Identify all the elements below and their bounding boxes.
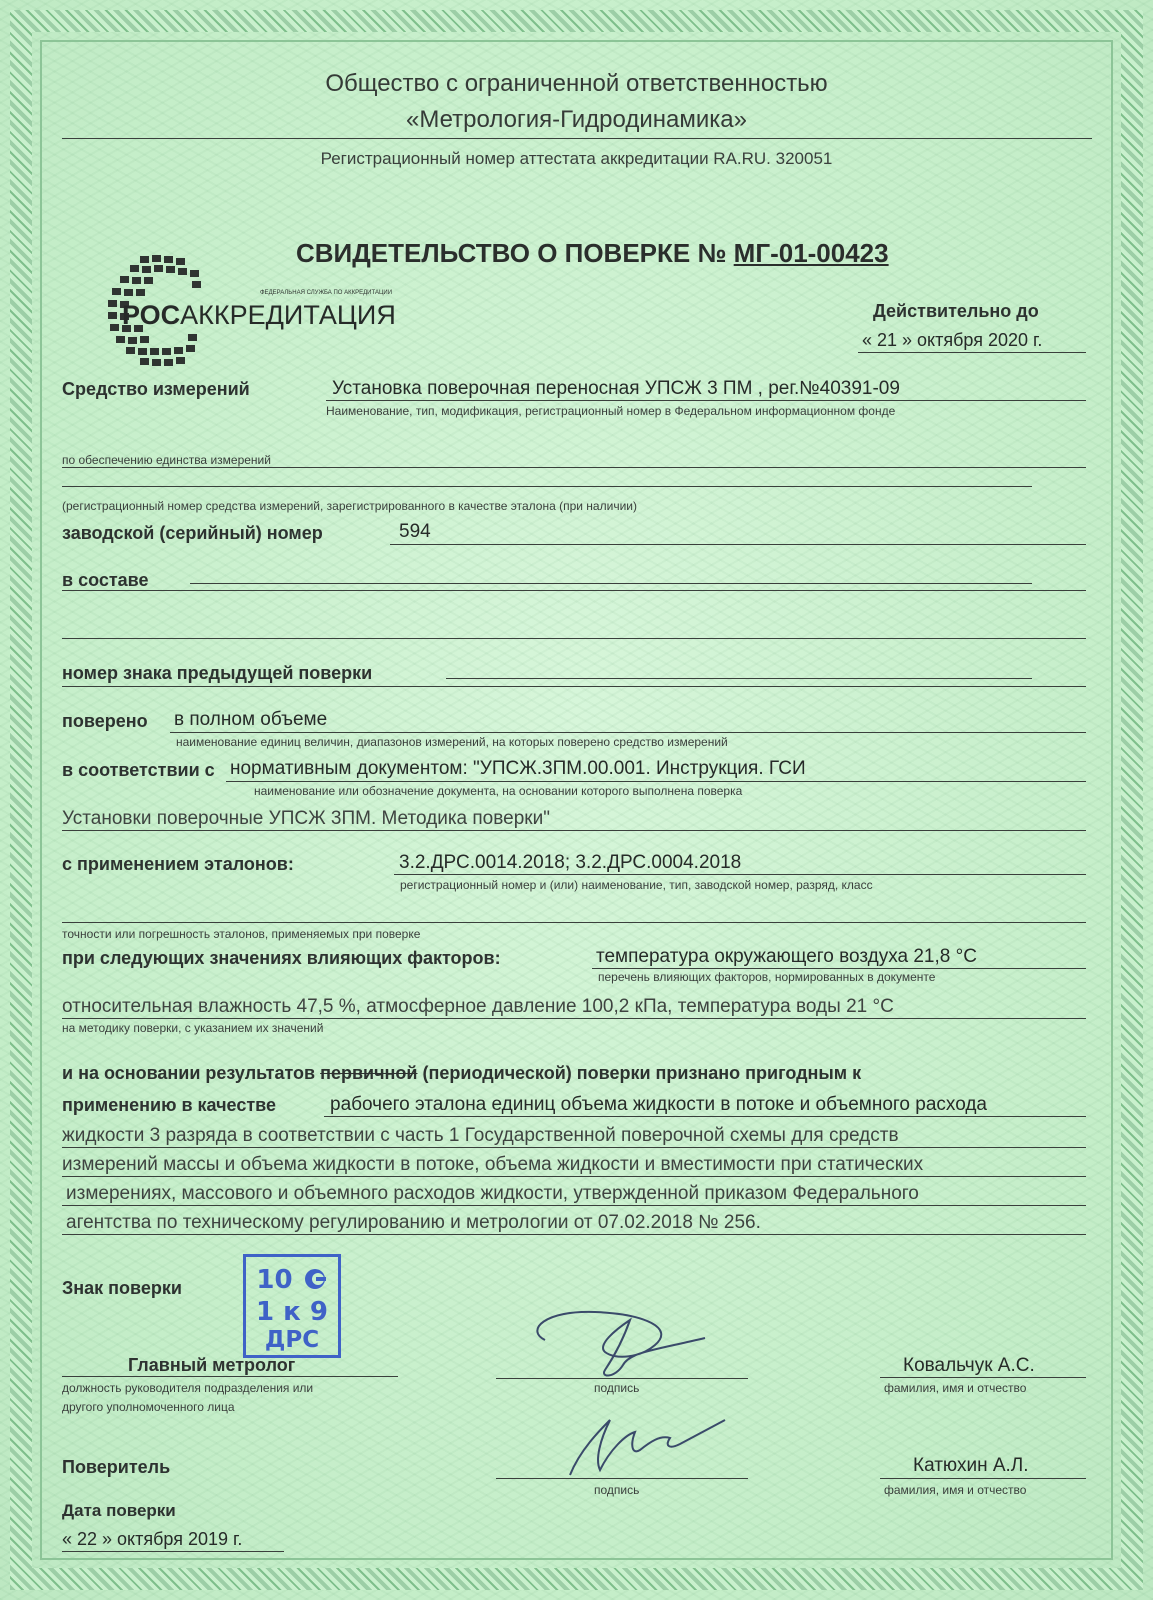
result-line-1-start: и на основании результатов <box>62 1063 321 1083</box>
verifier-name-underline <box>880 1478 1086 1479</box>
result-line-6: агентства по техническому регулированию и метрологии от 07.02.2018 № 256. <box>66 1212 761 1233</box>
org-name-line2: «Метрология-Гидродинамика» <box>406 106 747 133</box>
standards-line-2 <box>62 922 1086 923</box>
previous-mark-underline <box>446 678 1032 679</box>
logo-small-text: ФЕДЕРАЛЬНАЯ СЛУЖБА ПО АККРЕДИТАЦИИ <box>260 290 393 296</box>
chief-position-caption-1: должность руководителя подразделения или <box>62 1381 314 1395</box>
result-usage-value: рабочего эталона единиц объема жидкости в потоке и объемного расхода <box>330 1094 988 1115</box>
verification-date-label: Дата поверки <box>62 1501 176 1520</box>
verified-underline <box>170 732 1086 733</box>
composition-line-1 <box>62 590 1086 591</box>
verified-value: в полном объеме <box>174 709 328 730</box>
verification-stamp <box>243 1254 341 1358</box>
result-line-4: измерений массы и объема жидкости в потоке, объема жидкости и вместимости при статических <box>62 1154 924 1175</box>
accordance-line-2 <box>62 830 1086 831</box>
certificate-number: МГ-01-00423 <box>733 238 889 268</box>
accordance-caption: наименование или обозначение документа, на основании которого выполнена поверка <box>254 784 743 798</box>
result-underline-5 <box>62 1205 1086 1206</box>
composition-label: в составе <box>62 570 149 590</box>
result-underline-6 <box>62 1234 1086 1235</box>
reference-line <box>62 486 1032 487</box>
verifier-label: Поверитель <box>62 1457 171 1477</box>
title-prefix: СВИДЕТЕЛЬСТВО О ПОВЕРКЕ № <box>296 238 727 268</box>
header-divider <box>62 138 1092 139</box>
chief-position: Главный метролог <box>128 1355 296 1375</box>
result-underline-4 <box>62 1176 1086 1177</box>
result-line-5: измерениях, массового и объемного расходов жидкости, утвержденной приказом Федерального <box>66 1183 919 1204</box>
instrument-caption-2: по обеспечению единства измерений <box>62 453 271 467</box>
chief-signature-underline <box>496 1378 748 1379</box>
result-line-1 <box>62 1064 861 1082</box>
factors-line-2 <box>62 1018 1086 1019</box>
factors-value: температура окружающего воздуха 21,8 °С <box>596 946 977 967</box>
instrument-caption-3: (регистрационный номер средства измерений, зарегистрированного в качестве эталона (при наличии) <box>62 499 637 513</box>
verification-date-value: « 22 » октября 2019 г. <box>62 1529 243 1549</box>
verifier-name: Катюхин А.Л. <box>913 1455 1029 1476</box>
standards-caption-2: точности или погрешность эталонов, применяемых при поверке <box>62 927 421 941</box>
factors-underline <box>592 968 1086 969</box>
chief-name: Ковальчук А.С. <box>903 1355 1035 1376</box>
valid-until-underline <box>858 352 1086 353</box>
stamp-code: 10 <box>256 1265 293 1295</box>
stamp-row-3: ДРС <box>264 1327 320 1353</box>
valid-until-date: « 21 » октября 2020 г. <box>862 330 1043 350</box>
composition-line-2 <box>62 638 1086 639</box>
certificate-title <box>296 240 889 266</box>
instrument-label: Средство измерений <box>62 379 250 399</box>
verifier-signature-underline <box>496 1478 748 1479</box>
rosaccreditation-logo <box>100 252 396 372</box>
accordance-underline <box>226 781 1086 782</box>
result-usage-label: применению в качестве <box>62 1095 276 1115</box>
standards-label: с применением эталонов: <box>62 854 294 874</box>
chief-position-underline <box>62 1376 398 1377</box>
accordance-value: нормативным документом: "УПСЖ.3ПМ.00.001. Инструкция. ГСИ <box>230 758 806 779</box>
factors-caption-1: перечень влияющих факторов, нормированных в документе <box>598 970 936 984</box>
accordance-value-2: Установки поверочные УПСЖ 3ПМ. Методика поверки" <box>62 808 550 829</box>
verification-date-underline <box>62 1551 284 1552</box>
chief-signature <box>505 1300 745 1390</box>
result-line-3: жидкости 3 разряда в соответствии с часть 1 Государственной поверочной схемы для средств <box>62 1125 899 1146</box>
standards-value: 3.2.ДРС.0014.2018; 3.2.ДРС.0004.2018 <box>399 852 742 873</box>
serial-underline <box>390 544 1086 545</box>
stamp-row-1 <box>246 1267 338 1293</box>
composition-underline <box>190 583 1032 584</box>
chief-name-caption: фамилия, имя и отчество <box>884 1381 1027 1395</box>
verifier-signature-caption: подпись <box>594 1483 640 1497</box>
standards-caption-1: регистрационный номер и (или) наименование, тип, заводской номер, разряд, класс <box>400 878 873 892</box>
logo-text-ros: РОС <box>122 300 181 330</box>
org-name-line1: Общество с ограниченной ответственностью <box>325 70 828 97</box>
result-underline-3 <box>62 1147 1086 1148</box>
accordance-label: в соответствии с <box>62 760 215 780</box>
accreditation-number: Регистрационный номер аттестата аккредитации RA.RU. 320051 <box>320 149 833 168</box>
chief-name-underline <box>880 1377 1086 1378</box>
chief-signature-caption: подпись <box>594 1381 640 1395</box>
factors-label: при следующих значениях влияющих факторов: <box>62 948 501 968</box>
instrument-value: Установка поверочная переносная УПСЖ 3 ПМ , рег.№40391-09 <box>332 378 900 399</box>
factors-caption-2: на методику поверки, с указанием их значений <box>62 1021 324 1035</box>
verified-caption: наименование единиц величин, диапазонов измерений, на которых поверено средство измерений <box>176 735 728 749</box>
stamp-symbol-icon <box>302 1267 328 1291</box>
previous-mark-label: номер знака предыдущей поверки <box>62 663 373 683</box>
logo-text <box>122 302 396 329</box>
previous-mark-line <box>62 686 1086 687</box>
instrument-caption-1: Наименование, тип, модификация, регистрационный номер в Федеральном информационном фонде <box>326 404 896 418</box>
instrument-line-2 <box>62 467 1086 468</box>
instrument-underline <box>326 400 1086 401</box>
chief-position-caption-2: другого уполномоченного лица <box>62 1400 235 1414</box>
stamp-row-2: 1 к 9 <box>256 1297 328 1327</box>
valid-until-label: Действительно до <box>873 301 1039 321</box>
serial-value: 594 <box>399 521 431 542</box>
verifier-name-caption: фамилия, имя и отчество <box>884 1483 1027 1497</box>
factors-value-2: относительная влажность 47,5 %, атмосферное давление 100,2 кПа, температура воды 21 °С <box>62 996 894 1017</box>
verification-mark-label: Знак поверки <box>62 1278 182 1298</box>
verifier-signature <box>540 1400 740 1490</box>
serial-label: заводской (серийный) номер <box>62 523 323 543</box>
logo-text-accr: АККРЕДИТАЦИЯ <box>180 300 396 330</box>
result-primary-struck: первичной <box>320 1063 418 1083</box>
verified-label: поверено <box>62 711 148 731</box>
standards-underline <box>394 874 1086 875</box>
result-line-1-end: (периодической) поверки признано пригодным к <box>417 1063 862 1083</box>
result-underline-2 <box>324 1116 1086 1117</box>
